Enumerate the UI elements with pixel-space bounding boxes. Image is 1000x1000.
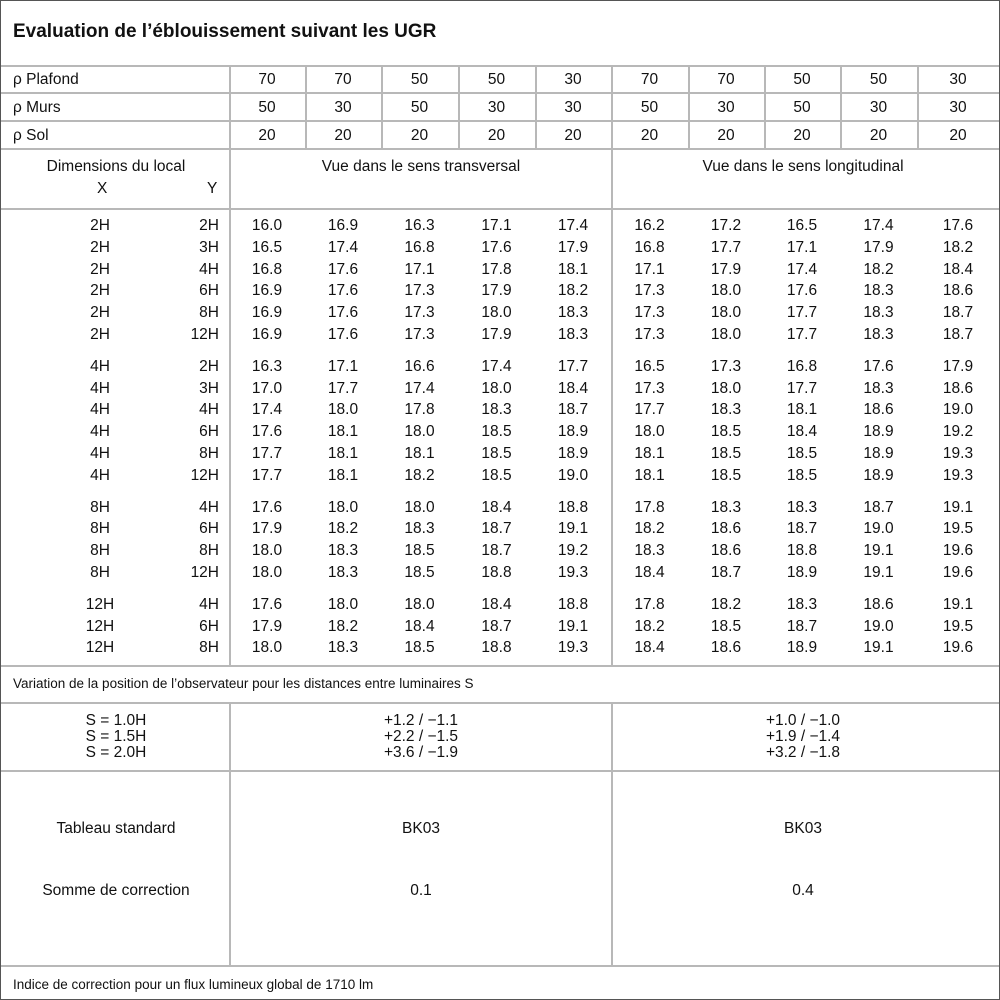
reflectance-value: 70 [717, 71, 735, 88]
ugr-value: 18.1 [327, 466, 359, 484]
ugr-value: 17.9 [863, 238, 894, 256]
ugr-value: 18.0 [710, 326, 742, 343]
ugr-value: 19.3 [557, 564, 589, 581]
reflectance-label: ρ Sol [13, 127, 49, 144]
dim-x: 4H [90, 401, 110, 419]
ugr-value: 18.9 [863, 423, 894, 441]
ugr-value: 18.3 [710, 498, 742, 516]
dim-y: 6H [199, 617, 219, 635]
ugr-value: 17.2 [710, 217, 742, 234]
ugr-value: 18.5 [710, 445, 742, 462]
ugr-value: 17.6 [786, 282, 818, 300]
reflectance-value: 20 [793, 127, 811, 144]
ugr-value: 19.1 [557, 520, 589, 538]
ugr-value: 17.7 [786, 326, 818, 343]
ugr-value: 17.6 [327, 260, 359, 278]
ugr-value: 18.0 [327, 498, 359, 516]
ugr-value: 19.1 [942, 498, 974, 516]
ugr-value: 18.3 [863, 282, 894, 300]
ugr-value: 16.8 [404, 238, 435, 256]
ugr-value: 19.1 [863, 564, 894, 581]
ugr-value: 18.7 [942, 304, 974, 322]
ugr-value: 19.6 [942, 564, 974, 581]
page-title: Evaluation de l’éblouissement suivant les UGR [13, 21, 437, 42]
divider [1, 148, 999, 150]
ugr-value: 17.7 [786, 379, 818, 397]
ugr-value: 19.5 [942, 617, 974, 635]
dim-y: 8H [199, 542, 219, 560]
ugr-value: 17.7 [786, 304, 818, 322]
reflectance-value: 50 [640, 99, 659, 116]
dim-x: 8H [90, 564, 110, 581]
dim-y: 6H [199, 282, 219, 300]
ugr-value: 18.2 [634, 617, 665, 635]
ugr-value: 19.1 [942, 595, 974, 613]
ugr-value: 17.6 [481, 238, 512, 256]
ugr-value: 17.9 [710, 260, 742, 278]
ugr-value: 16.5 [786, 217, 818, 234]
ugr-value: 18.7 [481, 542, 512, 560]
ugr-value: 17.4 [786, 260, 818, 278]
reflectance-value: 50 [258, 99, 276, 116]
ugr-value: 16.0 [251, 217, 283, 234]
reflectance-value: 70 [640, 71, 659, 88]
ugr-value: 18.1 [786, 401, 818, 419]
ugr-value: 17.3 [634, 326, 665, 343]
dim-y: 4H [199, 595, 219, 613]
ugr-value: 16.8 [251, 260, 283, 278]
reflectance-value: 30 [564, 99, 582, 116]
correction-longitudinal: 0.4 [792, 882, 814, 899]
reflectance-value: 20 [564, 127, 582, 144]
reflectance-value: 30 [487, 99, 506, 116]
ugr-value: 17.8 [481, 260, 512, 278]
dim-x: 12H [85, 617, 115, 635]
x-label: X [97, 180, 108, 197]
ugr-value: 16.9 [327, 217, 359, 234]
dim-x: 2H [90, 304, 110, 322]
ugr-value: 18.9 [863, 445, 894, 462]
reflectance-value: 50 [869, 71, 888, 88]
ugr-value: 18.9 [863, 466, 894, 484]
reflectance-value: 30 [869, 99, 888, 116]
reflectance-value: 50 [793, 71, 811, 88]
ugr-value: 17.7 [251, 445, 283, 462]
ugr-value: 18.7 [786, 520, 818, 538]
ugr-value: 18.1 [327, 445, 359, 462]
ugr-value: 18.5 [404, 542, 435, 560]
reflectance-label: ρ Murs [13, 99, 61, 116]
divider [1, 208, 999, 210]
ugr-value: 18.5 [710, 466, 742, 484]
ugr-value: 18.2 [942, 238, 974, 256]
ugr-value: 18.7 [481, 617, 512, 635]
ugr-value: 19.6 [942, 639, 974, 657]
divider [1, 965, 999, 967]
ugr-value: 18.3 [863, 304, 894, 322]
ugr-value: 18.7 [481, 520, 512, 538]
dim-y: 12H [190, 564, 219, 581]
ugr-value: 18.1 [327, 423, 359, 441]
ugr-value: 18.2 [557, 282, 589, 300]
ugr-value: 18.9 [557, 423, 589, 441]
reflectance-value: 50 [487, 71, 506, 88]
dim-x: 8H [90, 498, 110, 516]
dim-x: 4H [90, 466, 110, 484]
dim-y: 2H [199, 357, 219, 375]
ugr-value: 18.0 [327, 595, 359, 613]
ugr-value: 19.0 [863, 520, 894, 538]
ugr-value: 18.7 [786, 617, 818, 635]
reflectance-value: 70 [334, 71, 352, 88]
ugr-value: 18.6 [942, 282, 974, 300]
ugr-value: 18.0 [251, 542, 283, 560]
divider [1, 665, 999, 667]
transversal-header: Vue dans le sens transversal [321, 158, 521, 175]
ugr-value: 18.2 [710, 595, 742, 613]
dim-x: 4H [90, 445, 110, 462]
ugr-value: 16.5 [634, 357, 665, 375]
ugr-value: 18.1 [634, 466, 665, 484]
reflectance-value: 50 [793, 99, 811, 116]
dim-y: 4H [199, 401, 219, 419]
reflectance-value: 30 [334, 99, 352, 116]
ugr-value: 18.0 [481, 304, 512, 322]
spacing-label: S = 2.0H [85, 744, 147, 761]
ugr-value: 18.2 [327, 617, 359, 635]
dim-y: 8H [199, 304, 219, 322]
ugr-value: 16.3 [404, 217, 435, 234]
ugr-value: 19.2 [942, 423, 974, 441]
ugr-value: 18.5 [710, 423, 742, 441]
dim-y: 2H [199, 217, 219, 234]
ugr-value: 18.8 [557, 498, 589, 516]
reflectance-value: 50 [410, 71, 429, 88]
ugr-value: 18.4 [557, 379, 589, 397]
reflectance-value: 20 [334, 127, 352, 144]
ugr-value: 18.8 [557, 595, 589, 613]
ugr-value: 17.4 [863, 217, 894, 234]
variation-transversal: +2.2 / −1.5 [383, 728, 459, 745]
dim-x: 12H [85, 595, 115, 613]
ugr-value: 17.7 [327, 379, 359, 397]
dim-x: 2H [90, 260, 110, 278]
reflectance-value: 30 [949, 99, 967, 116]
ugr-value: 18.9 [786, 564, 818, 581]
ugr-value: 17.7 [251, 466, 283, 484]
dim-x: 2H [90, 238, 110, 256]
dims-label: Dimensions du local [46, 158, 186, 175]
ugr-value: 16.6 [404, 357, 435, 375]
reflectance-value: 20 [949, 127, 967, 144]
dim-x: 4H [90, 357, 110, 375]
divider [1, 120, 999, 122]
ugr-value: 18.3 [327, 564, 359, 581]
ugr-value: 17.8 [404, 401, 435, 419]
ugr-value: 17.9 [557, 238, 589, 256]
ugr-value: 18.8 [481, 564, 512, 581]
ugr-value: 18.3 [404, 520, 435, 538]
ugr-value: 18.5 [481, 423, 512, 441]
dim-x: 4H [90, 379, 110, 397]
ugr-value: 18.5 [710, 617, 742, 635]
dim-y: 6H [199, 423, 219, 441]
dim-y: 3H [199, 379, 219, 397]
ugr-value: 19.3 [942, 466, 974, 484]
ugr-value: 17.3 [404, 326, 435, 343]
reflectance-value: 20 [410, 127, 429, 144]
ugr-value: 18.6 [710, 542, 742, 560]
ugr-value: 18.9 [557, 445, 589, 462]
ugr-value: 17.1 [786, 238, 818, 256]
ugr-value: 18.7 [557, 401, 589, 419]
ugr-value: 17.6 [251, 498, 283, 516]
dim-x: 8H [90, 542, 110, 560]
spacing-label: S = 1.0H [85, 712, 147, 729]
reflectance-value: 50 [410, 99, 429, 116]
divider [1, 92, 999, 94]
ugr-value: 18.5 [481, 466, 512, 484]
ugr-value: 18.4 [634, 564, 665, 581]
correction-label: Somme de correction [42, 882, 190, 899]
ugr-value: 18.4 [404, 617, 435, 635]
ugr-value: 19.5 [942, 520, 974, 538]
ugr-value: 19.3 [557, 639, 589, 657]
ugr-value: 18.1 [404, 445, 435, 462]
ugr-value: 16.8 [634, 238, 665, 256]
reflectance-value: 20 [258, 127, 276, 144]
reflectance-value: 30 [717, 99, 735, 116]
ugr-value: 17.7 [710, 238, 742, 256]
ugr-value: 18.1 [634, 445, 665, 462]
ugr-value: 16.9 [251, 282, 283, 300]
ugr-value: 17.4 [251, 401, 283, 419]
ugr-value: 18.0 [634, 423, 665, 441]
ugr-value: 16.3 [251, 357, 283, 375]
ugr-value: 18.5 [404, 639, 435, 657]
footer-note: Indice de correction pour un flux lumineux global de 1710 lm [13, 977, 374, 992]
ugr-value: 18.6 [942, 379, 974, 397]
ugr-value: 17.7 [557, 357, 589, 375]
ugr-value: 19.3 [942, 445, 974, 462]
dim-x: 12H [85, 639, 115, 657]
ugr-value: 17.4 [481, 357, 512, 375]
ugr-value: 18.7 [942, 326, 974, 343]
longitudinal-header: Vue dans le sens longitudinal [702, 158, 904, 175]
ugr-value: 16.9 [251, 326, 283, 343]
reflectance-value: 30 [564, 71, 582, 88]
ugr-value: 19.0 [863, 617, 894, 635]
ugr-value: 17.6 [327, 326, 359, 343]
ugr-value: 18.3 [557, 326, 589, 343]
ugr-value: 18.0 [710, 282, 742, 300]
ugr-value: 18.5 [404, 564, 435, 581]
ugr-value: 17.4 [557, 217, 589, 234]
ugr-value: 18.4 [634, 639, 665, 657]
ugr-value: 16.2 [634, 217, 665, 234]
ugr-value: 17.9 [481, 326, 512, 343]
ugr-value: 18.9 [786, 639, 818, 657]
ugr-value: 18.5 [786, 466, 818, 484]
dim-x: 4H [90, 423, 110, 441]
ugr-value: 18.3 [634, 542, 665, 560]
divider [1, 770, 999, 772]
ugr-value: 18.4 [942, 260, 974, 278]
ugr-value: 18.2 [327, 520, 359, 538]
ugr-value: 18.0 [327, 401, 359, 419]
ugr-value: 17.6 [251, 423, 283, 441]
dim-y: 12H [190, 466, 219, 484]
variation-transversal: +3.6 / −1.9 [383, 744, 459, 761]
variation-label: Variation de la position de l’observateur pour les distances entre luminaires S [13, 676, 474, 691]
variation-transversal: +1.2 / −1.1 [383, 712, 459, 729]
dim-y: 8H [199, 639, 219, 657]
dim-x: 8H [90, 520, 110, 538]
dim-y: 8H [199, 445, 219, 462]
ugr-value: 17.4 [327, 238, 359, 256]
ugr-value: 16.5 [251, 238, 283, 256]
ugr-value: 17.8 [634, 498, 665, 516]
ugr-value: 18.0 [710, 304, 742, 322]
ugr-value: 18.3 [863, 379, 894, 397]
ugr-value: 19.0 [942, 401, 974, 419]
ugr-value: 18.3 [786, 498, 818, 516]
ugr-value: 19.1 [863, 542, 894, 560]
ugr-value: 18.8 [481, 639, 512, 657]
ugr-value: 18.7 [863, 498, 894, 516]
dim-y: 4H [199, 498, 219, 516]
ugr-value: 18.3 [327, 639, 359, 657]
ugr-value: 17.7 [634, 401, 665, 419]
ugr-value: 17.1 [634, 260, 665, 278]
ugr-value: 17.6 [251, 595, 283, 613]
ugr-value: 17.9 [251, 617, 283, 635]
ugr-value: 17.6 [327, 304, 359, 322]
dim-y: 4H [199, 260, 219, 278]
ugr-value: 17.6 [327, 282, 359, 300]
spacing-label: S = 1.5H [85, 728, 147, 745]
reflectance-value: 20 [869, 127, 888, 144]
ugr-value: 17.6 [863, 357, 894, 375]
dim-y: 6H [199, 520, 219, 538]
ugr-value: 18.2 [863, 260, 894, 278]
ugr-value: 18.0 [404, 498, 435, 516]
correction-transversal: 0.1 [410, 882, 432, 899]
ugr-value: 17.3 [404, 304, 435, 322]
ugr-value: 18.0 [404, 423, 435, 441]
ugr-value: 19.1 [557, 617, 589, 635]
variation-longitudinal: +3.2 / −1.8 [765, 744, 841, 761]
dim-y: 12H [190, 326, 219, 343]
ugr-value: 17.3 [634, 282, 665, 300]
ugr-value: 17.0 [251, 379, 283, 397]
ugr-value: 18.3 [557, 304, 589, 322]
ugr-value: 17.1 [327, 357, 359, 375]
ugr-value: 19.6 [942, 542, 974, 560]
ugr-value: 18.2 [404, 466, 435, 484]
reflectance-value: 20 [717, 127, 735, 144]
ugr-value: 18.6 [710, 639, 742, 657]
ugr-value: 18.5 [481, 445, 512, 462]
ugr-value: 17.6 [942, 217, 974, 234]
ugr-value: 17.8 [634, 595, 665, 613]
ugr-value: 17.1 [481, 217, 512, 234]
ugr-value: 19.2 [557, 542, 589, 560]
reflectance-value: 30 [949, 71, 967, 88]
divider [1, 702, 999, 704]
ugr-value: 17.3 [710, 357, 742, 375]
ugr-value: 18.3 [863, 326, 894, 343]
ugr-value: 17.4 [404, 379, 435, 397]
dim-x: 2H [90, 282, 110, 300]
ugr-value: 18.6 [863, 595, 894, 613]
dim-x: 2H [90, 217, 110, 234]
y-label: Y [207, 180, 218, 197]
ugr-value: 16.9 [251, 304, 283, 322]
standard-label: Tableau standard [56, 820, 176, 837]
reflectance-value: 20 [487, 127, 506, 144]
ugr-value: 18.3 [710, 401, 742, 419]
ugr-value: 18.2 [634, 520, 665, 538]
ugr-value: 16.8 [786, 357, 818, 375]
ugr-value: 18.6 [710, 520, 742, 538]
ugr-value: 18.0 [481, 379, 512, 397]
ugr-value: 18.0 [251, 564, 283, 581]
ugr-value: 18.3 [786, 595, 818, 613]
ugr-value: 17.9 [481, 282, 512, 300]
ugr-value: 18.7 [710, 564, 742, 581]
ugr-value: 19.0 [557, 466, 589, 484]
ugr-value: 18.4 [481, 595, 512, 613]
ugr-value: 18.0 [404, 595, 435, 613]
ugr-value: 18.0 [710, 379, 742, 397]
ugr-value: 18.4 [481, 498, 512, 516]
dim-x: 2H [90, 326, 110, 343]
variation-longitudinal: +1.9 / −1.4 [765, 728, 841, 745]
ugr-value: 18.5 [786, 445, 818, 462]
ugr-value: 17.9 [251, 520, 283, 538]
ugr-value: 17.9 [942, 357, 974, 375]
ugr-value: 18.6 [863, 401, 894, 419]
ugr-value: 17.3 [634, 304, 665, 322]
ugr-value: 17.1 [404, 260, 435, 278]
ugr-value: 19.1 [863, 639, 894, 657]
ugr-value: 18.1 [557, 260, 589, 278]
ugr-value: 17.3 [404, 282, 435, 300]
ugr-value: 18.4 [786, 423, 818, 441]
ugr-value: 18.8 [786, 542, 818, 560]
dim-y: 3H [199, 238, 219, 256]
divider [1, 65, 999, 67]
standard-transversal: BK03 [402, 820, 440, 837]
ugr-value: 17.3 [634, 379, 665, 397]
ugr-value: 18.0 [251, 639, 283, 657]
ugr-value: 18.3 [327, 542, 359, 560]
standard-longitudinal: BK03 [784, 820, 822, 837]
reflectance-label: ρ Plafond [13, 71, 79, 88]
ugr-value: 18.3 [481, 401, 512, 419]
variation-longitudinal: +1.0 / −1.0 [765, 712, 841, 729]
reflectance-value: 70 [258, 71, 276, 88]
reflectance-value: 20 [640, 127, 659, 144]
